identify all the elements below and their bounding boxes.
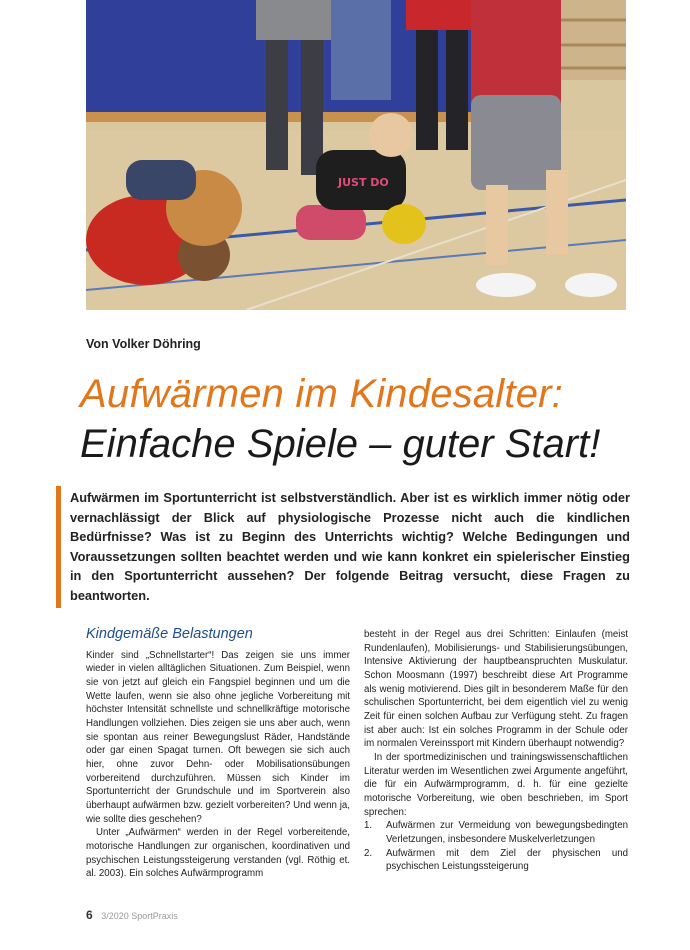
body-paragraph: Unter „Aufwärmen“ werden in der Regel vorbereitende, motorische Handlungen zur organischen, koordinativen und psychischen Leistungssteigerung verstanden (vgl. Röthig et. al. 2003). Ein solches Aufwärmprogramm [86, 827, 350, 880]
page-number: 6 [86, 908, 93, 922]
column-right [364, 628, 628, 874]
list-number: 2. [364, 847, 373, 859]
column-left [86, 628, 350, 881]
shirt-print: JUST DO [338, 176, 389, 189]
page-footer [86, 908, 178, 922]
list-text: Aufwärmen zur Vermeidung von bewegungsbedingten Verletzungen, insbesondere Muskelverletzungen [386, 820, 628, 845]
lead-paragraph: Aufwärmen im Sportunterricht ist selbstverständlich. Aber ist es wirklich immer nötig oder vernachlässigt der Blick auf physiologische Prozesse nicht auch die kindlichen Bedürfnisse? Was ist zu Beginn des Unterrichts wichtig? Welche Bedingungen und Voraussetzungen sollten beachtet werden und wie kann konkret ein spielerischer Einstieg in den Sportunterricht aussehen? Der folgende Beitrag versucht, diese Fragen zu beantworten. [70, 490, 630, 603]
title-line-2: Einfache Spiele – guter Start! [80, 422, 601, 466]
list-item [364, 847, 628, 874]
gym-photo-illustration [86, 0, 626, 310]
list-item [364, 819, 628, 846]
list-number: 1. [364, 820, 373, 832]
author-line: Von Volker Döhring [86, 337, 201, 351]
body-paragraph: Kinder sind „Schnellstarter“! Das zeigen sie uns immer wieder in vielen alltäglichen Situationen. Zum Beispiel, wenn sie von jetzt auf gleich ein Fangspiel beginnen und um die Wette laufen, wenn sie also ohne jegliche Vorbereitung mit höchster Intensität schnellste und schnellkräftige motorische Handlungen vollziehen. Dies zeigen sie uns aber auch, wenn sie spontan aus reiner Bewegungslust Räder, Handstände oder gar einen Spagat turnen. Oft bewegen sie sich auch hier, ohne zuvor Dehn- oder Mobilisationsübungen vorbereitend durchzuführen. Müssen sich Kinder im Sportunterricht der Grundschule und im Sportverein also überhaupt aufwärmen bzw. gezielt vorbereiten? Und wenn ja, wie sollte dies geschehen? [86, 649, 350, 825]
magazine-name: SportPraxis [131, 911, 178, 921]
header-photo [86, 0, 626, 310]
lead-accent-bar [56, 486, 61, 608]
body-paragraph: In der sportmedizinischen und trainingswissenschaftlichen Literatur werden im Wesentlichen zwei Argumente angeführt, die für ein Aufwärmprogramm, d. h. für eine gezielte motorische Vorbereitung, wie oben beschrieben, im Sport sprechen: [364, 751, 628, 818]
title-line-1: Aufwärmen im Kindesalter: [80, 372, 563, 416]
section-heading: Kindgemäße Belastungen [86, 626, 253, 642]
issue-number: 3/2020 [101, 911, 129, 921]
argument-list [364, 819, 628, 874]
body-paragraph: besteht in der Regel aus drei Schritten: Einlaufen (meist Rundenlaufen), Mobilisierungs- und Stabilisierungsübungen, Intensive Aktivierung der hauptbeanspruchten Muskulatur. Schon Moosmann (1997) beschreibt diese Art Programme als wenig motivierend. Dies gilt in besonderem Maße für den schulischen Sportunterricht, bei dem eigentlich viel zu wenig Zeit für einen solchen Aufbau zur Verfügung steht. Zu fragen ist aber auch: Ist ein solches Programm in der Schule oder im normalen Vereinssport mit Kindern überhaupt notwendig? [364, 629, 628, 750]
list-text: Aufwärmen mit dem Ziel der physischen und psychischen Leistungssteigerung [386, 847, 628, 873]
